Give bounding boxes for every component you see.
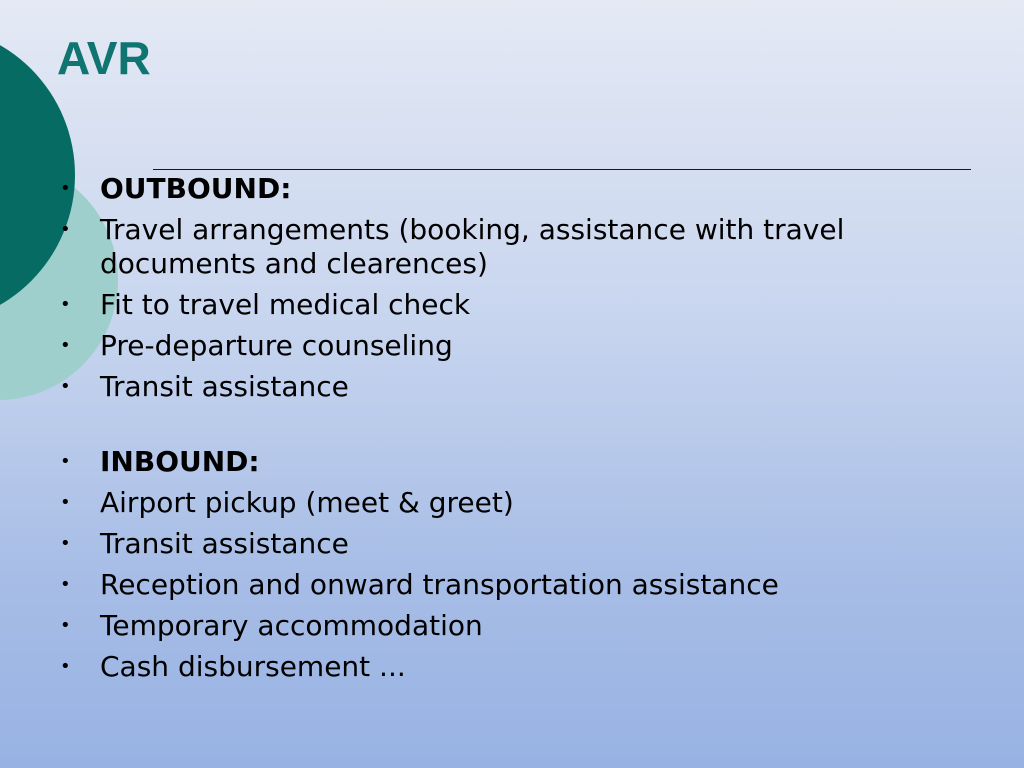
list-item <box>60 486 990 520</box>
bullet-list <box>60 172 990 691</box>
list-item <box>60 329 990 363</box>
list-item-text: Fit to travel medical check <box>100 288 471 321</box>
bullet-icon: • <box>60 178 71 199</box>
list-item-text: INBOUND: <box>100 445 260 478</box>
bullet-icon: • <box>60 615 71 636</box>
list-item <box>60 568 990 602</box>
list-item <box>60 609 990 643</box>
bullet-icon: • <box>60 574 71 595</box>
bullet-icon: • <box>60 376 71 397</box>
bullet-icon: • <box>60 294 71 315</box>
list-item-inbound-heading <box>60 445 990 479</box>
list-item-outbound-heading <box>60 172 990 206</box>
list-item-text: Airport pickup (meet & greet) <box>100 486 514 519</box>
list-item <box>60 527 990 561</box>
list-item-text: Transit assistance <box>100 370 349 403</box>
bullet-icon: • <box>60 335 71 356</box>
list-item-text: OUTBOUND: <box>100 172 292 205</box>
list-item <box>60 213 990 281</box>
list-item <box>60 288 990 322</box>
list-item-text: Travel arrangements (booking, assistance with travel documents and clearences) <box>100 213 845 280</box>
bullet-icon: • <box>60 219 71 240</box>
title-divider <box>153 169 971 170</box>
bullet-icon: • <box>60 656 71 677</box>
list-item-text: Pre-departure counseling <box>100 329 453 362</box>
list-item <box>60 370 990 404</box>
list-item-text: Temporary accommodation <box>100 609 483 642</box>
list-item-text: Transit assistance <box>100 527 349 560</box>
list-item-text: Reception and onward transportation assistance <box>100 568 779 601</box>
list-item <box>60 650 990 684</box>
slide-title: AVR <box>57 32 151 84</box>
bullet-icon: • <box>60 492 71 513</box>
bullet-icon: • <box>60 451 71 472</box>
bullet-icon: • <box>60 533 71 554</box>
list-item-text: Cash disbursement ... <box>100 650 406 683</box>
